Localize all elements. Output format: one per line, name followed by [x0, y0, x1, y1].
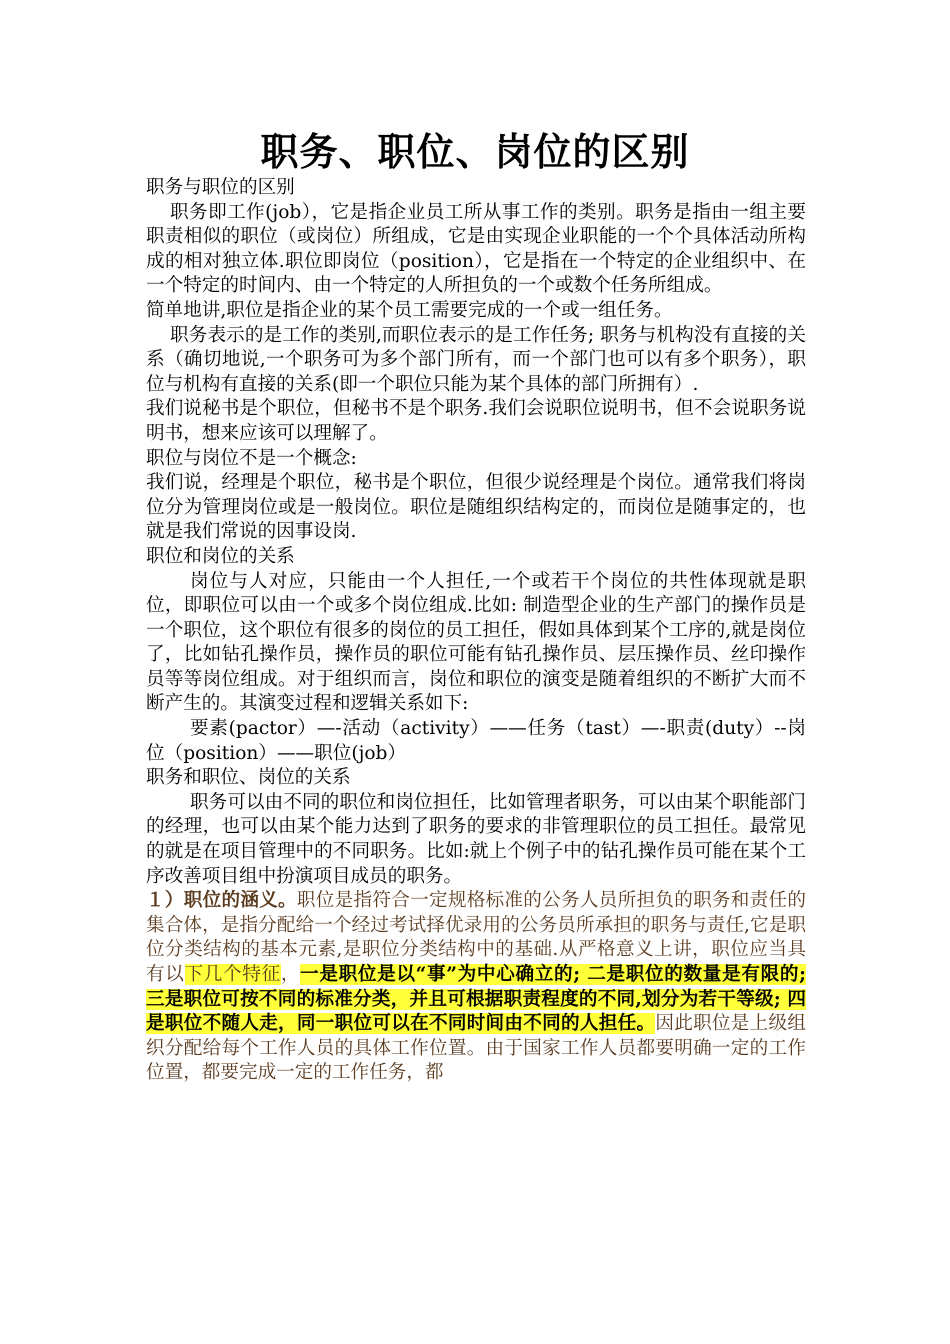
paragraph: 职务即工作(job），它是指企业员工所从事工作的类别。职务是指由一组主要职责相似的职位（或岗位）所组成，它是由实现企业职能的一个个具体活动所构成的相对独立体.职位即岗位（position），它是指在一个特定的企业组织中、在一个特定的时间内、由一个特定的人所担负的一个或数个任务所组成。: [146, 201, 806, 297]
definition-lead: １）职位的涵义。: [146, 890, 297, 912]
paragraph: 职务表示的是工作的类别,而职位表示的是工作任务; 职务与机构没有直接的关系（确切地说,一个职务可为多个部门所有，而一个部门也可以有多个职务），职位与机构有直接的关系(即一个职位只能为某个具体的部门所拥有）.: [146, 324, 806, 395]
document-body: [146, 176, 806, 1086]
paragraph: 要素(pactor）—-活动（activity）——任务（tast）—-职责(duty）--岗位（position）——职位(job）: [146, 718, 806, 764]
paragraph: 岗位与人对应，只能由一个人担任,一个或若干个岗位的共性体现就是职位，即职位可以由一个或多个岗位组成.比如: 制造型企业的生产部门的操作员是一个职位，这个职位有很多的岗位的员工担任，假如具体到某个工序的,就是岗位了，比如钻孔操作员，操作员的职位可能有钻孔操作员、层压操作员、丝印操作员等等岗位组成。对于组织而言，岗位和职位的演变是随着组织的不断扩大而不断产生的。其演变过程和逻辑关系如下:: [146, 570, 806, 715]
section-heading: 职务与职位的区别: [146, 177, 295, 198]
section-heading: 职位和岗位的关系: [146, 545, 295, 567]
section-heading: 职位与岗位不是一个概念:: [146, 447, 357, 469]
paragraph: 我们说秘书是个职位，但秘书不是个职务.我们会说职位说明书，但不会说职务说明书，想来应该可以理解了。: [146, 398, 806, 444]
section-heading: 职务和职位、岗位的关系: [146, 767, 351, 789]
highlighted-text: 下几个特征: [184, 964, 281, 985]
definition-text-continued: 因此职位是上级组织分配给每个工作人员的具体工作位置。由于国家工作人员都要明确一定的工作位置，都要完成一定的工作任务，都: [146, 1013, 806, 1084]
definition-text: 职位是指符合一定规格标准的公务人员所担负的职务和责任的集合体，是指分配给一个经过考试择优录用的公务员所承担的职务与责任,它是职位分类结构的基本元素,是职位分类结构中的基础.从严格意义上讲，职位应当具有以: [146, 890, 806, 985]
paragraph-position-definition: [146, 889, 806, 1086]
page-title: 职务、职位、岗位的区别: [260, 130, 690, 174]
highlighted-bold-text: 一是职位是以“事”为中心确立的; 二是职位的数量是有限的; 三是职位可按不同的标准分类，并且可根据职责程度的不同,划分为若干等级; 四是职位不随人走，同一职位可以在不同时间由不同的人担任。: [146, 964, 806, 1035]
paragraph: 职务可以由不同的职位和岗位担任，比如管理者职务，可以由某个职能部门的经理，也可以由某个能力达到了职务的要求的非管理职位的员工担任。最常见的就是在项目管理中的不同职务。比如:就上个例子中的钻孔操作员可能在某个工序改善项目组中扮演项目成员的职务。: [146, 791, 806, 887]
paragraph: 我们说，经理是个职位，秘书是个职位，但很少说经理是个岗位。通常我们将岗位分为管理岗位或是一般岗位。职位是随组织结构定的，而岗位是随事定的，也就是我们常说的因事设岗.: [146, 472, 806, 543]
comma: ，: [280, 964, 301, 985]
paragraph: 简单地讲,职位是指企业的某个员工需要完成的一个或一组任务。: [146, 299, 673, 321]
